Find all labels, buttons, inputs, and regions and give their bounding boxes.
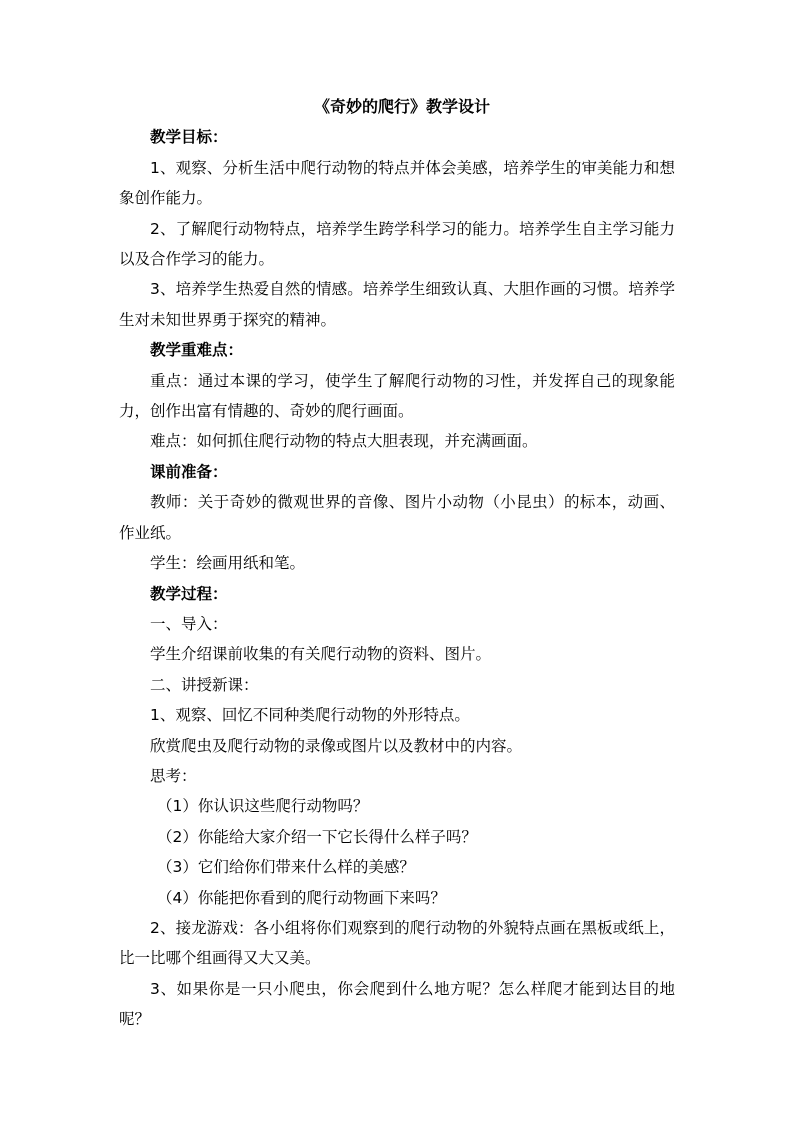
question-1: （1）你认识这些爬行动物吗？ (157, 797, 369, 816)
think-label: 思考： (150, 766, 197, 785)
goal-3: 3、培养学生热爱自然的情感。培养学生细致认真、大胆作画的习惯。培养学生对未知世界勇于探究的精神。 (119, 280, 675, 329)
document-page (119, 92, 675, 1035)
key-points-heading: 教学重难点： (150, 341, 244, 360)
question-3: （3）它们给你们带来什么样的美感？ (157, 858, 415, 877)
process-heading: 教学过程： (150, 584, 228, 603)
preparation-heading: 课前准备： (150, 462, 228, 481)
question-4: （4）你能把你看到的爬行动物画下来吗？ (157, 888, 446, 907)
step-2-item-1b: 欣赏爬虫及爬行动物的录像或图片以及教材中的内容。 (150, 736, 523, 755)
step-2-title: 二、讲授新课： (150, 675, 259, 694)
step-1-text: 学生介绍课前收集的有关爬行动物的资料、图片。 (150, 645, 492, 664)
step-2-item-1: 1、观察、回忆不同种类爬行动物的外形特点。 (150, 706, 470, 725)
question-2: （2）你能给大家介绍一下它长得什么样子吗？ (157, 827, 477, 846)
preparation-teacher: 教师：关于奇妙的微观世界的音像、图片小动物（小昆虫）的标本，动画、作业纸。 (119, 493, 675, 542)
goal-2: 2、了解爬行动物特点，培养学生跨学科学习的能力。培养学生自主学习能力以及合作学习的能力。 (119, 219, 675, 269)
step-2-item-2: 2、接龙游戏：各小组将你们观察到的爬行动物的外貌特点画在黑板或纸上，比一比哪个组画得又大又美。 (119, 918, 675, 968)
goals-heading: 教学目标： (150, 128, 228, 147)
difficult-point: 难点：如何抓住爬行动物的特点大胆表现，并充满画面。 (150, 432, 538, 451)
goal-1: 1、观察、分析生活中爬行动物的特点并体会美感，培养学生的审美能力和想象创作能力。 (119, 158, 675, 208)
step-1-title: 一、导入： (150, 614, 228, 633)
document-title: 《奇妙的爬行》教学设计 (313, 97, 490, 116)
step-2-item-3: 3、如果你是一只小爬虫，你会爬到什么地方呢？怎么样爬才能到达目的地呢？ (119, 979, 675, 1029)
preparation-student: 学生：绘画用纸和笔。 (150, 554, 306, 573)
key-point: 重点：通过本课的学习，使学生了解爬行动物的习性，并发挥自己的现象能力，创作出富有情趣的、奇妙的爬行画面。 (119, 371, 675, 421)
